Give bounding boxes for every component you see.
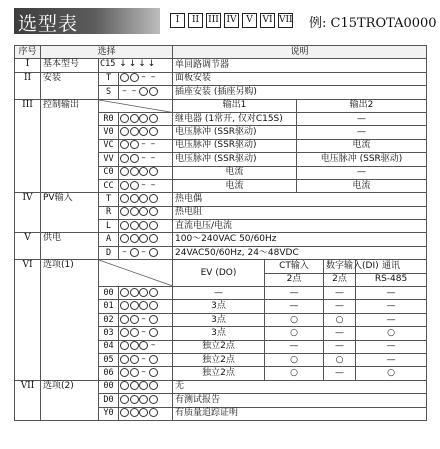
table-row	[15, 59, 427, 72]
header-comm: 通讯	[356, 260, 427, 273]
ev-value: 3点	[173, 313, 265, 326]
option-circle-icon	[130, 73, 139, 82]
comm-value: ○	[356, 367, 427, 380]
option-circle-icon	[130, 207, 139, 216]
option-circle-icon	[130, 127, 139, 136]
code-marks	[119, 153, 173, 166]
code-marks	[99, 59, 173, 72]
option-circle-icon	[120, 395, 129, 404]
option-circle-icon	[149, 288, 158, 297]
row-code: Y0	[99, 407, 119, 420]
model-code: C15	[100, 59, 116, 70]
option-circle-icon	[120, 114, 129, 123]
option-circle-icon	[139, 127, 148, 136]
page-title: 选型表	[18, 13, 79, 35]
row-desc: 24VAC50/60Hz, 24～48VDC	[173, 246, 427, 259]
option-circle-icon	[120, 140, 129, 149]
option-circle-icon	[120, 221, 129, 230]
dash-mark	[149, 73, 158, 82]
ct-value: ○	[265, 313, 324, 326]
row-code: R0	[99, 112, 119, 125]
code-marks	[119, 179, 173, 192]
dash-mark	[139, 355, 148, 364]
page-header	[0, 0, 440, 42]
ct-value: —	[265, 287, 324, 300]
option-circle-icon	[130, 381, 139, 390]
dash-mark	[149, 154, 158, 163]
option-circle-icon	[139, 381, 148, 390]
option-circle-icon	[120, 381, 129, 390]
ev-value: —	[173, 287, 265, 300]
row-desc: 直流电压/电流	[173, 220, 427, 233]
option-circle-icon	[139, 408, 148, 417]
option-circle-icon	[139, 288, 148, 297]
ct-value: —	[265, 340, 324, 353]
code-marks	[119, 353, 173, 366]
di-value: —	[324, 327, 356, 340]
code-position-boxes	[170, 13, 293, 28]
section-name: 基本型号	[41, 59, 99, 72]
row-desc: 无	[173, 380, 427, 393]
row-desc: 单回路调节器	[173, 59, 427, 72]
option-circle-icon	[139, 114, 148, 123]
code-marks	[119, 86, 173, 99]
option-circle-icon	[139, 341, 148, 350]
code-marks	[119, 340, 173, 353]
option-circle-icon	[149, 207, 158, 216]
section-name: 选项(2)	[41, 380, 99, 393]
option-circle-icon	[149, 167, 158, 176]
option-circle-icon	[130, 167, 139, 176]
code-marks	[119, 300, 173, 313]
option-circle-icon	[130, 395, 139, 404]
table-row	[15, 246, 427, 259]
row-code: A	[99, 233, 119, 246]
row-code: 02	[99, 313, 119, 326]
section-roman: V	[15, 233, 41, 246]
table-row	[15, 179, 427, 192]
code-marks	[119, 394, 173, 407]
comm-value: ○	[356, 327, 427, 340]
dash-mark	[139, 368, 148, 377]
dash-mark	[149, 140, 158, 149]
option-circle-icon	[139, 395, 148, 404]
ev-value: 独立2点	[173, 353, 265, 366]
option-circle-icon	[149, 315, 158, 324]
row-code: 04	[99, 340, 119, 353]
option-circle-icon	[120, 234, 129, 243]
code-box-5: V	[242, 13, 257, 28]
table-row	[15, 260, 427, 273]
header-seq: 序号	[15, 46, 41, 59]
di-value: —	[324, 300, 356, 313]
section-name: 选项(1)	[41, 260, 99, 273]
option-circle-icon	[120, 355, 129, 364]
ev-value: 独立2点	[173, 340, 265, 353]
row-code: 00	[99, 380, 119, 393]
ct-value: ○	[265, 353, 324, 366]
option-circle-icon	[149, 368, 158, 377]
table-row	[15, 233, 427, 246]
row-code: CC	[99, 179, 119, 192]
table-row	[15, 139, 427, 152]
option-circle-icon	[130, 154, 139, 163]
output1-value: 继电器 (1常开, 仅对C15S)	[173, 112, 297, 125]
table-row	[15, 380, 427, 393]
row-desc: 有测试报告	[173, 394, 427, 407]
option-circle-icon	[120, 127, 129, 136]
section-name: 控制输出	[41, 99, 99, 112]
header-digital-input: 数字输入(DI)	[324, 260, 356, 273]
option-circle-icon	[149, 395, 158, 404]
dash-mark	[139, 315, 148, 324]
code-marks	[119, 72, 173, 85]
option-circle-icon	[149, 221, 158, 230]
option-circle-icon	[149, 234, 158, 243]
output1-value: 电压脉冲 (SSR驱动)	[173, 139, 297, 152]
code-marks	[119, 112, 173, 125]
option-circle-icon	[130, 114, 139, 123]
option-circle-icon	[130, 288, 139, 297]
table-row	[15, 112, 427, 125]
row-code: 06	[99, 367, 119, 380]
dash-mark	[139, 328, 148, 337]
output2-value: —	[297, 126, 427, 139]
code-marks	[119, 246, 173, 259]
option-circle-icon	[149, 248, 158, 257]
ct-value: ○	[265, 367, 324, 380]
row-code: V0	[99, 126, 119, 139]
option-circle-icon	[149, 355, 158, 364]
code-marks	[119, 287, 173, 300]
option-circle-icon	[139, 167, 148, 176]
option-circle-icon	[120, 73, 129, 82]
option-circle-icon	[130, 234, 139, 243]
output2-value: —	[297, 166, 427, 179]
row-code: D0	[99, 394, 119, 407]
table-row	[15, 153, 427, 166]
row-code: 05	[99, 353, 119, 366]
example-code: 例: C15TROTA0000	[309, 16, 437, 31]
option-circle-icon	[139, 234, 148, 243]
section-name: PV输入	[41, 193, 99, 206]
option-circle-icon	[120, 181, 129, 190]
header-output1: 输出1	[173, 99, 297, 112]
table-row	[15, 327, 427, 340]
comm-value: —	[356, 353, 427, 366]
output1-value: 电流	[173, 179, 297, 192]
header-output2: 输出2	[297, 99, 427, 112]
option-circle-icon	[130, 194, 139, 203]
row-desc: 有质量追踪证明	[173, 407, 427, 420]
option-circle-icon	[120, 154, 129, 163]
option-circle-icon	[130, 341, 139, 350]
option-circle-icon	[149, 87, 158, 96]
code-box-2: II	[188, 13, 203, 28]
row-desc: 热电阻	[173, 206, 427, 219]
di-value: ○	[324, 313, 356, 326]
option-circle-icon	[130, 181, 139, 190]
down-arrow-icon	[138, 60, 147, 69]
option-circle-icon	[149, 194, 158, 203]
table-row	[15, 367, 427, 380]
option-circle-icon	[139, 301, 148, 310]
output1-value: 电压脉冲 (SSR驱动)	[173, 126, 297, 139]
table-row	[15, 353, 427, 366]
row-code: R	[99, 206, 119, 219]
comm-value: —	[356, 313, 427, 326]
dash-mark	[120, 87, 129, 96]
code-marks	[119, 367, 173, 380]
section-roman: VI	[15, 260, 41, 273]
option-circle-icon	[139, 221, 148, 230]
row-desc: 面板安装	[173, 72, 427, 85]
option-circle-icon	[120, 315, 129, 324]
ev-value: 独立2点	[173, 367, 265, 380]
header-di-points: 2点	[324, 273, 356, 286]
option-circle-icon	[130, 355, 139, 364]
code-marks	[119, 139, 173, 152]
option-circle-icon	[149, 381, 158, 390]
option-circle-icon	[149, 301, 158, 310]
ct-value: ○	[265, 327, 324, 340]
dash-mark	[149, 341, 158, 350]
code-marks	[119, 193, 173, 206]
output2-value: 电流	[297, 139, 427, 152]
code-marks	[119, 126, 173, 139]
ev-value: 3点	[173, 300, 265, 313]
option-circle-icon	[130, 315, 139, 324]
section-roman: IV	[15, 193, 41, 206]
row-code: D	[99, 246, 119, 259]
row-code: VV	[99, 153, 119, 166]
option-circle-icon	[120, 167, 129, 176]
dash-mark	[139, 154, 148, 163]
down-arrow-icon	[128, 60, 137, 69]
option-circle-icon	[130, 140, 139, 149]
table-row	[15, 300, 427, 313]
header-select: 选择	[41, 46, 173, 59]
dash-mark	[139, 248, 148, 257]
option-circle-icon	[120, 328, 129, 337]
row-code: 03	[99, 327, 119, 340]
code-box-6: VI	[260, 13, 275, 28]
header-diagonal	[99, 260, 173, 287]
header-ct-points: 2点	[265, 273, 324, 286]
header-ct-input: CT输入	[265, 260, 324, 273]
code-marks	[119, 313, 173, 326]
section-name: 安装	[41, 72, 99, 85]
row-code: 01	[99, 300, 119, 313]
row-code: S	[99, 86, 119, 99]
di-value: ○	[324, 353, 356, 366]
output2-value: 电压脉冲 (SSR驱动)	[297, 153, 427, 166]
table-row	[15, 340, 427, 353]
option-circle-icon	[130, 248, 139, 257]
option-circle-icon	[149, 127, 158, 136]
dash-mark	[130, 87, 139, 96]
section-roman: I	[15, 59, 41, 72]
section-roman: II	[15, 72, 41, 85]
row-code: T	[99, 72, 119, 85]
option-circle-icon	[149, 328, 158, 337]
table-row	[15, 206, 427, 219]
code-box-4: IV	[224, 13, 239, 28]
option-circle-icon	[130, 301, 139, 310]
dash-mark	[149, 181, 158, 190]
option-circle-icon	[149, 114, 158, 123]
selection-table	[14, 45, 427, 421]
down-arrow-icon	[147, 60, 156, 69]
code-marks	[119, 407, 173, 420]
option-circle-icon	[120, 288, 129, 297]
table-row	[15, 166, 427, 179]
title-banner	[14, 8, 160, 34]
code-marks	[119, 327, 173, 340]
table-row	[15, 287, 427, 300]
option-circle-icon	[130, 408, 139, 417]
output2-value: —	[297, 112, 427, 125]
ct-value: —	[265, 300, 324, 313]
table-row	[15, 407, 427, 420]
option-circle-icon	[120, 207, 129, 216]
code-marks	[119, 380, 173, 393]
option-circle-icon	[130, 328, 139, 337]
row-code: 00	[99, 287, 119, 300]
row-desc: 热电偶	[173, 193, 427, 206]
output1-value: 电压脉冲 (SSR驱动)	[173, 153, 297, 166]
dash-mark	[120, 248, 129, 257]
option-circle-icon	[139, 194, 148, 203]
option-circle-icon	[120, 368, 129, 377]
option-circle-icon	[139, 207, 148, 216]
comm-value: —	[356, 287, 427, 300]
table-row	[15, 193, 427, 206]
dash-mark	[139, 73, 148, 82]
header-ev-do: EV (DO)	[173, 260, 265, 287]
table-row	[15, 394, 427, 407]
table-row	[15, 126, 427, 139]
code-box-1: I	[170, 13, 185, 28]
table-header-row	[15, 46, 427, 59]
table-row	[15, 313, 427, 326]
row-desc: 插座安装 (插座另购)	[173, 86, 427, 99]
dash-mark	[139, 181, 148, 190]
table-row	[15, 72, 427, 85]
output1-value: 电流	[173, 166, 297, 179]
option-circle-icon	[120, 301, 129, 310]
comm-value: —	[356, 300, 427, 313]
header-diagonal	[99, 99, 173, 112]
dash-mark	[139, 140, 148, 149]
table-row	[15, 220, 427, 233]
code-marks	[119, 233, 173, 246]
down-arrow-icon	[119, 60, 128, 69]
di-value: —	[324, 287, 356, 300]
row-desc: 100～240VAC 50/60Hz	[173, 233, 427, 246]
option-circle-icon	[120, 408, 129, 417]
di-value: —	[324, 367, 356, 380]
option-circle-icon	[149, 408, 158, 417]
option-circle-icon	[130, 368, 139, 377]
section-roman: III	[15, 99, 41, 112]
table-row	[15, 99, 427, 112]
code-marks	[119, 166, 173, 179]
code-marks	[119, 220, 173, 233]
row-code: L	[99, 220, 119, 233]
code-marks	[119, 206, 173, 219]
code-box-3: III	[206, 13, 221, 28]
header-desc: 说明	[173, 46, 427, 59]
row-code: VC	[99, 139, 119, 152]
option-circle-icon	[120, 194, 129, 203]
di-value: —	[324, 340, 356, 353]
option-circle-icon	[130, 221, 139, 230]
header-rs485: RS-485	[356, 273, 427, 286]
comm-value: —	[356, 340, 427, 353]
option-circle-icon	[120, 341, 129, 350]
ev-value: 3点	[173, 327, 265, 340]
row-code: T	[99, 193, 119, 206]
output2-value: 电流	[297, 179, 427, 192]
code-box-7: VII	[278, 13, 293, 28]
section-name: 供电	[41, 233, 99, 246]
table-row	[15, 86, 427, 99]
section-roman: VII	[15, 380, 41, 393]
row-code: C0	[99, 166, 119, 179]
option-circle-icon	[139, 87, 148, 96]
